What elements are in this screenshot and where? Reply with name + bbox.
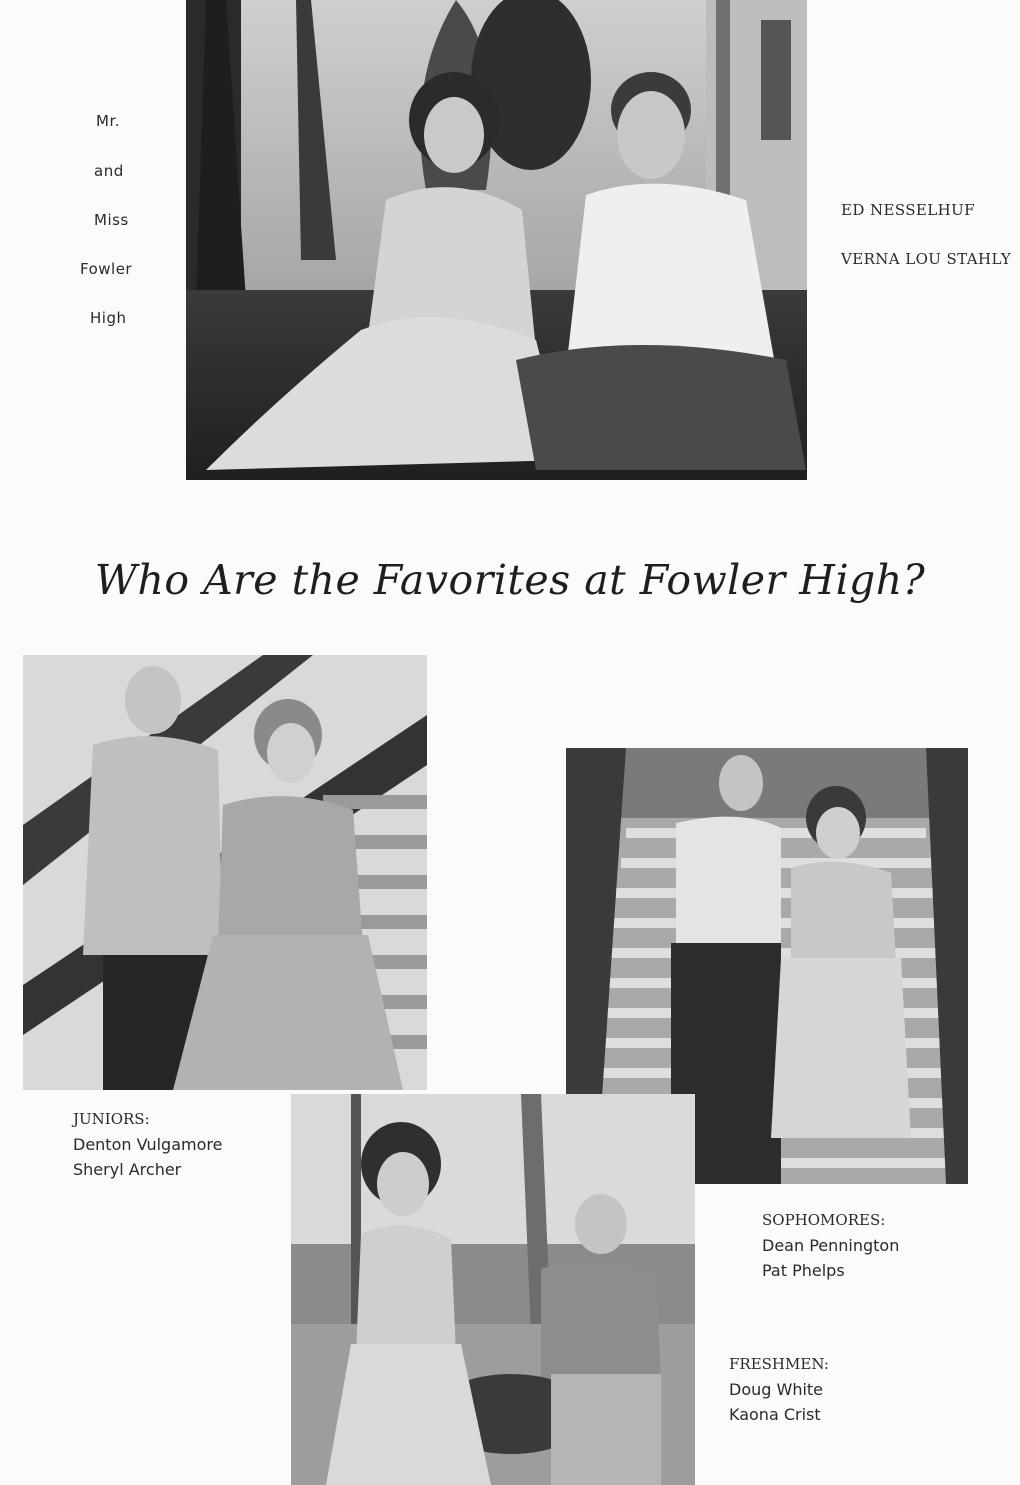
freshmen-photo [291,1094,695,1485]
class-label: JUNIORS: [73,1110,150,1128]
mr-miss-side-label [80,112,150,332]
freshmen-caption [729,1352,829,1427]
side-word: and [94,162,124,180]
sophomores-caption [762,1208,899,1283]
winner-name: VERNA LOU STAHLY [841,250,1012,268]
favorite-name: Kaona Crist [729,1405,821,1424]
class-label: FRESHMEN: [729,1355,829,1373]
class-label: SOPHOMORES: [762,1211,886,1229]
mr-miss-names [841,186,1011,284]
favorite-name: Pat Phelps [762,1261,845,1280]
juniors-caption [73,1107,222,1182]
favorite-name: Denton Vulgamore [73,1135,223,1154]
side-word: Miss [94,211,129,229]
favorite-name: Dean Pennington [762,1236,900,1255]
side-word: Fowler [80,260,133,278]
favorite-name: Sheryl Archer [73,1160,182,1179]
winner-name: ED NESSELHUF [841,201,975,219]
page-title: Who Are the Favorites at Fowler High? [94,556,926,604]
side-word: Mr. [96,112,120,130]
mr-miss-photo [186,0,807,480]
side-word: High [90,309,127,327]
juniors-photo [23,655,427,1090]
favorite-name: Doug White [729,1380,824,1399]
